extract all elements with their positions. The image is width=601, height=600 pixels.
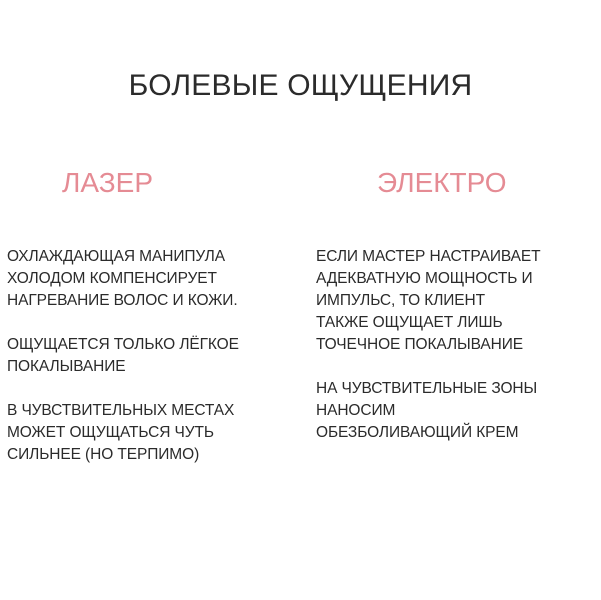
text-line: НАГРЕВАНИЕ ВОЛОС И КОЖИ. [7,292,238,309]
column-laser-text [7,246,297,488]
text-line: ЕСЛИ МАСТЕР НАСТРАИВАЕТ [316,248,541,265]
text-line: ИМПУЛЬС, ТО КЛИЕНТ [316,292,486,309]
text-line: ТОЧЕЧНОЕ ПОКАЛЫВАНИЕ [316,336,524,353]
text-line: ПОКАЛЫВАНИЕ [7,358,126,375]
text-line: СИЛЬНЕЕ (НО ТЕРПИМО) [7,446,200,463]
column-electro-text [316,246,596,466]
paragraph [7,246,297,312]
page-title: БОЛЕВЫЕ ОЩУЩЕНИЯ [128,69,473,102]
text-line: ТАКЖЕ ОЩУЩАЕТ ЛИШЬ [316,314,503,331]
text-line: ОБЕЗБОЛИВАЮЩИЙ КРЕМ [316,424,519,441]
text-line: МОЖЕТ ОЩУЩАТЬСЯ ЧУТЬ [7,424,214,441]
column-heading-electro: ЭЛЕКТРО [377,167,507,198]
text-line: НАНОСИМ [316,402,396,419]
paragraph [316,378,596,444]
paragraph [7,400,297,466]
text-line: НА ЧУВСТВИТЕЛЬНЫЕ ЗОНЫ [316,380,538,397]
text-line: ОЩУЩАЕТСЯ ТОЛЬКО ЛЁГКОЕ [7,336,239,353]
text-line: АДЕКВАТНУЮ МОЩНОСТЬ И [316,270,533,287]
paragraph [316,246,596,356]
column-heading-laser: ЛАЗЕР [62,167,153,198]
text-line: ХОЛОДОМ КОМПЕНСИРУЕТ [7,270,217,287]
text-line: В ЧУВСТВИТЕЛЬНЫХ МЕСТАХ [7,402,235,419]
text-line: ОХЛАЖДАЮЩАЯ МАНИПУЛА [7,248,225,265]
paragraph [7,334,297,378]
